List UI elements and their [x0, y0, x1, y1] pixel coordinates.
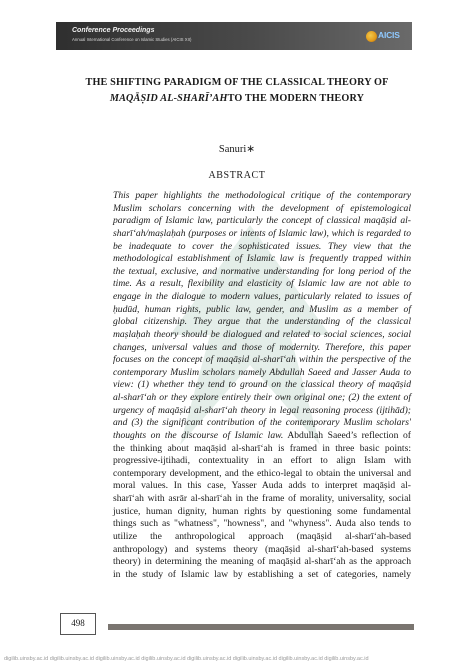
- abstract-line: [113, 291, 411, 304]
- abstract-line-text: urgency of maqāṣid al-sharī‘ah theory in legal reasoning process (ijtihād);: [113, 404, 411, 416]
- abstract-line: [113, 430, 411, 443]
- page-number-box: [60, 613, 96, 635]
- abstract-line-text: This paper highlights the methodological critique of the contemporary: [113, 190, 411, 201]
- abstract-line-text: things such as "whatness", "howness", and "whyness". Auda also tends to: [113, 518, 411, 530]
- abstract-line-rest: Abdullah Saeed’s reflection of: [283, 429, 411, 441]
- abstract-line-text: time. As a result, flexibility and elasticity of Islamic law are not able to: [113, 278, 411, 290]
- abstract-line-text: maṣlaḥah theory should be dialogued and related to social sciences, social: [113, 328, 411, 340]
- abstract-line: [113, 544, 411, 557]
- abstract-line-text: sharī‘ah with asrār al-sharī‘ah in the frame of morality, universality, social: [113, 493, 411, 504]
- paper-title-italic: MAQĀṢID AL-SHARĪ’AH: [109, 93, 228, 104]
- abstract-line: [113, 342, 411, 355]
- abstract-line-text: focuses on the concept of maqāṣid al-sharī‘ah within the perspective of the: [113, 354, 411, 366]
- abstract-line-text: in the study of Islamic law by establishing a set of categories, namely: [113, 568, 411, 580]
- abstract-line: [113, 480, 411, 493]
- banner-subtitle: Annual International Conference on Islamic Studies (AICIS XII): [72, 37, 192, 42]
- abstract-line: [113, 405, 411, 418]
- paper-title-rest: TO THE MODERN THEORY: [227, 93, 365, 104]
- abstract-line-text: view: (1) whether they tend to ground on the classical theory of maqāṣid: [113, 379, 411, 391]
- abstract-line: [113, 253, 411, 266]
- footer-bar: [108, 624, 414, 630]
- abstract-line: [113, 531, 411, 544]
- abstract-line: [113, 379, 411, 392]
- abstract-line-text: sharī‘ah/maṣlaḥah (purposes or intents of Islamic law), which is regarded to: [113, 227, 411, 239]
- abstract-line: [113, 367, 411, 380]
- paper-title-line1: THE SHIFTING PARADIGM OF THE CLASSICAL THEORY OF: [85, 77, 389, 88]
- paper-title-line2: [60, 93, 414, 104]
- abstract-line-text: changes, universal values and those of modernity. Therefore, this paper: [113, 341, 411, 353]
- abstract-line-text: paradigm of Islamic law, particularly the concept of classical maqāṣid al-: [113, 215, 411, 227]
- abstract-line-text: be inadequate to cover the sophisticated issues. They view that the: [113, 240, 411, 252]
- abstract-line: [113, 443, 411, 456]
- abstract-line-text: the textual, exclusive, and normative understanding for long period of the: [113, 265, 411, 277]
- abstract-line: [113, 215, 411, 228]
- abstract-line-text: contemporary development, and the ethico-legal to obtain the universal and: [113, 467, 411, 479]
- page-number: 498: [71, 618, 85, 628]
- abstract-line: [113, 518, 411, 531]
- abstract-line-text: and (3) the significant contribution of the contemporary Muslim scholars': [113, 417, 411, 429]
- abstract-line-text: contemporary Muslim scholars namely Abdullah Saeed and Jasser Auda to: [113, 366, 411, 378]
- abstract-line: [113, 266, 411, 279]
- abstract-line-text: engage in the dialogue to modern values, particularly related to issues of: [113, 291, 411, 302]
- abstract-line: [113, 241, 411, 254]
- abstract-line: [113, 329, 411, 342]
- abstract-line: [113, 354, 411, 367]
- abstract-line: [113, 417, 411, 430]
- banner-title: Conference Proceedings: [72, 27, 155, 34]
- abstract-line-text: the thinking about maqāṣid al-sharī‘ah is framed in three basic points:: [113, 442, 411, 454]
- abstract-line-text: utilize the anthropological approach (maqāṣid al-sharī‘ah-based: [113, 530, 411, 542]
- abstract-line: [113, 392, 411, 405]
- abstract-line: [113, 304, 411, 317]
- abstract-heading: ABSTRACT: [208, 170, 266, 181]
- abstract-line-text: global citizenship. They argue that the understanding of the classical: [113, 316, 411, 328]
- abstract-line: [113, 228, 411, 241]
- abstract-line-text: justice, human dignity, human rights by questioning some fundamental: [113, 505, 411, 517]
- abstract-line: [113, 190, 411, 203]
- abstract-line: [113, 316, 411, 329]
- abstract-line-text: moral values. In this case, Yasser Auda adds to interpret maqāṣid al-: [113, 480, 411, 492]
- abstract-line-text: al-sharī‘ah or they explore entirely their own original one; (2) the extent of: [113, 392, 411, 403]
- abstract-line: [113, 569, 411, 582]
- footer-url: digilib.uinsby.ac.id digilib.uinsby.ac.id digilib.uinsby.ac.id digilib.uinsby.ac.id digilib.uinsby.ac.id digilib.uinsby.ac.id digilib.uinsby.ac.id digilib.uinsby.ac.id: [4, 656, 369, 662]
- aicis-logo: [366, 28, 406, 44]
- abstract-line-text: theory) in determining the meaning of maqāṣid al-sharī‘ah as the approach: [113, 556, 411, 568]
- abstract-line: [113, 203, 411, 216]
- abstract-line: [113, 455, 411, 468]
- abstract-line: [113, 278, 411, 291]
- abstract-line-text: ḥudūd, human rights, public law, gender, and Muslim as a member of: [113, 303, 411, 315]
- abstract-body: [113, 190, 411, 581]
- abstract-line-text: progressive-ijtihadi, contextuality in an effort to align Islam with: [113, 455, 411, 467]
- logo-emblem-icon: [366, 31, 377, 42]
- abstract-line-text: methodological establishment of Islamic law is frequently trapped within: [113, 253, 411, 265]
- abstract-line: [113, 506, 411, 519]
- abstract-line: [113, 556, 411, 569]
- author-name: Sanuri∗: [218, 144, 256, 155]
- logo-text: AICIS: [378, 30, 400, 40]
- abstract-line: [113, 468, 411, 481]
- abstract-line-text: Muslim scholars concerning with the development of epistemological: [113, 202, 411, 214]
- conference-banner: [56, 22, 412, 50]
- abstract-line-text: thoughts on the discourse of Islamic law.: [113, 429, 284, 441]
- abstract-line: [113, 493, 411, 506]
- abstract-line-text: anthropology) and systems theory (maqāṣid al-sharī‘ah-based systems: [113, 543, 411, 555]
